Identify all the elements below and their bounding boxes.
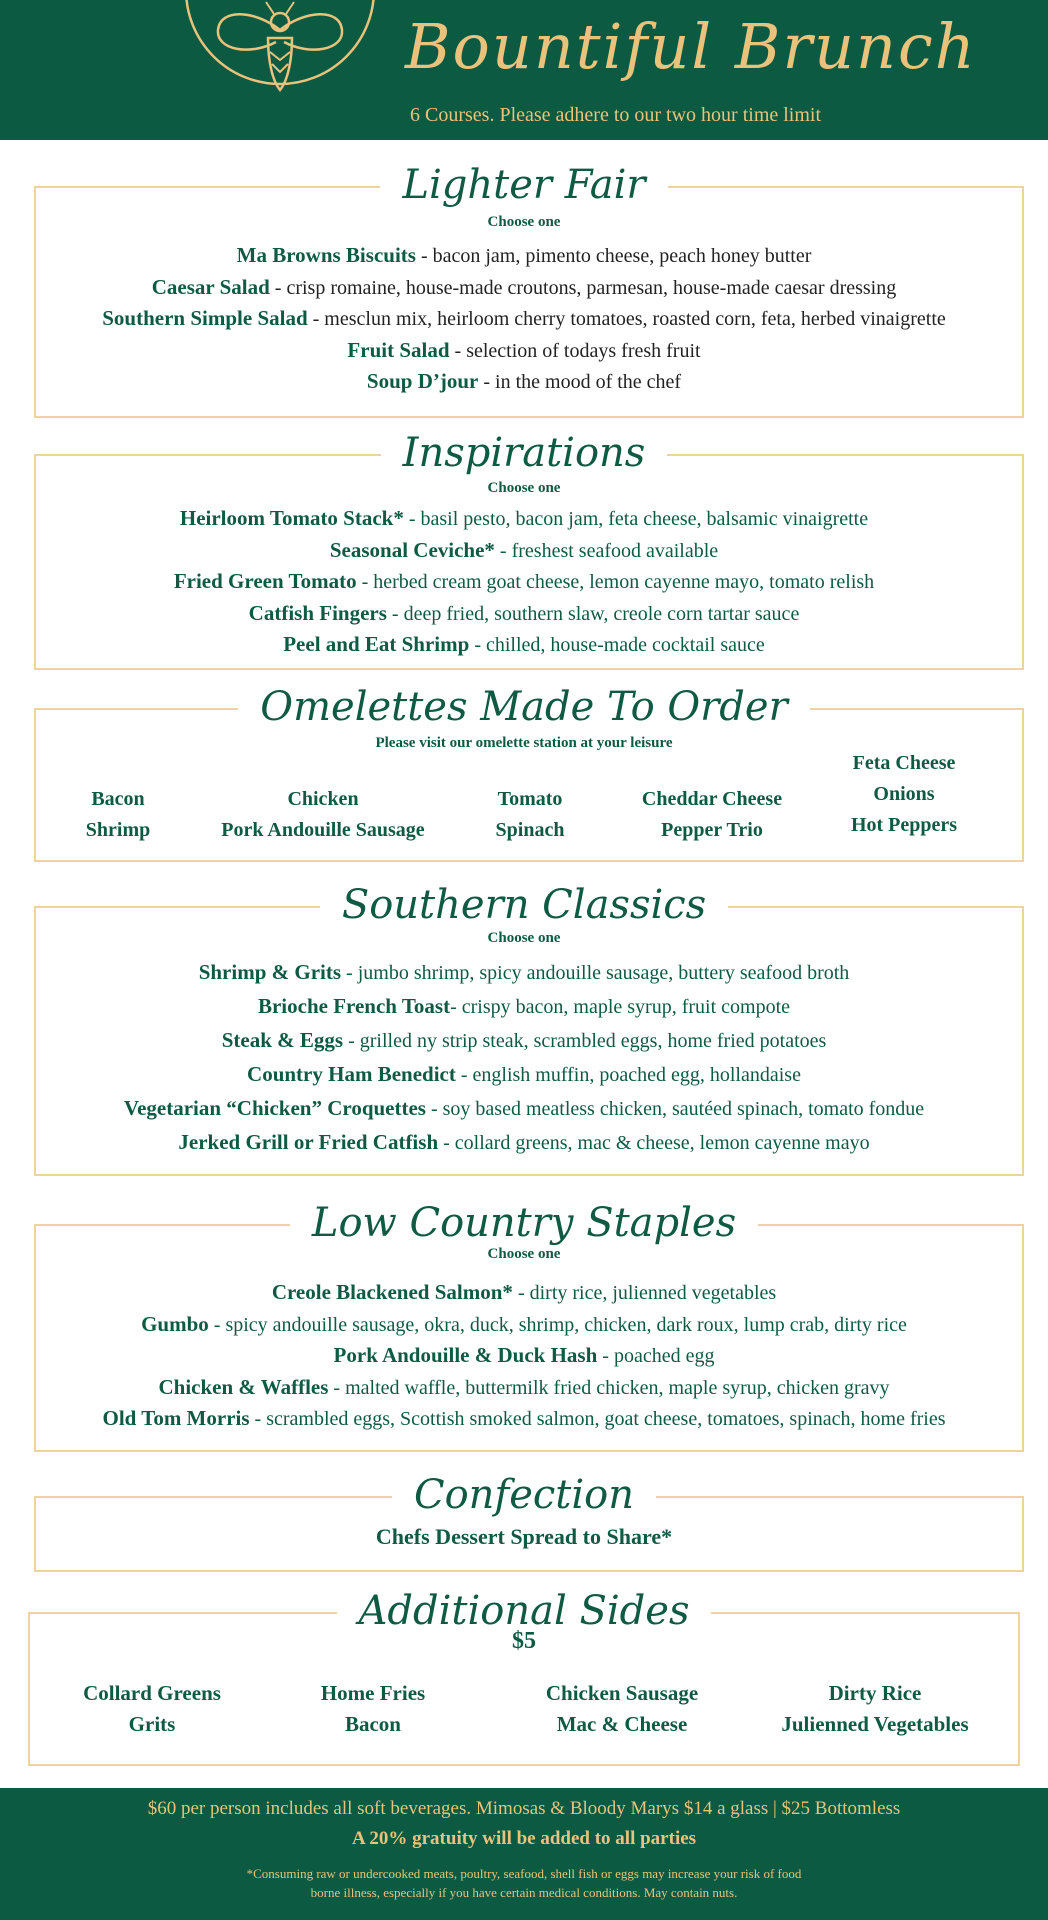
- menu-item: Shrimp & Grits - jumbo shrimp, spicy andouille sausage, buttery seafood broth: [198, 960, 850, 984]
- menu-item: Brioche French Toast- crispy bacon, maple syrup, fruit compote: [257, 994, 791, 1018]
- omelette-column: [58, 784, 178, 846]
- disclaimer: [0, 1864, 1048, 1902]
- sides-column: [52, 1678, 252, 1740]
- menu-item: Creole Blackened Salmon* - dirty rice, julienned vegetables: [271, 1280, 777, 1304]
- sides-column: [273, 1678, 473, 1740]
- inspirations-list: [0, 503, 1048, 661]
- menu-item: Steak & Eggs - grilled ny strip steak, scrambled eggs, home fried potatoes: [221, 1028, 827, 1052]
- header-banner: [0, 0, 1048, 140]
- disclaimer-line: *Consuming raw or undercooked meats, poultry, seafood, shell fish or eggs may increase your risk of food: [246, 1866, 802, 1881]
- menu-subtitle: 6 Courses. Please adhere to our two hour time limit: [410, 104, 822, 126]
- list-item: Pepper Trio: [661, 819, 763, 841]
- sides-price: $5: [512, 1628, 536, 1654]
- menu-item: Fried Green Tomato - herbed cream goat cheese, lemon cayenne mayo, tomato relish: [173, 569, 875, 593]
- menu-item: Seasonal Ceviche* - freshest seafood available: [329, 537, 719, 562]
- omelette-column: [824, 748, 984, 841]
- list-item: Dirty Rice: [828, 1681, 922, 1705]
- low-country-note: Choose one: [487, 1246, 561, 1262]
- gratuity-text: A 20% gratuity will be added to all parties: [351, 1828, 697, 1849]
- list-item: Julienned Vegetables: [781, 1712, 969, 1736]
- southern-classics-note: Choose one: [487, 930, 561, 946]
- list-item: Bacon: [344, 1712, 401, 1736]
- menu-item: Ma Browns Biscuits - bacon jam, pimento cheese, peach honey butter: [236, 243, 812, 267]
- list-item: Mac & Cheese: [556, 1712, 688, 1736]
- confection-title: Confection: [0, 1470, 1048, 1520]
- menu-item: Country Ham Benedict - english muffin, poached egg, hollandaise: [247, 1062, 801, 1086]
- omelette-column: [470, 784, 590, 846]
- menu-title: Bountiful Brunch: [405, 10, 977, 83]
- list-item: Pork Andouille Sausage: [221, 819, 425, 841]
- sides-column: [512, 1678, 732, 1740]
- pricing-text: $60 per person includes all soft beverages. Mimosas & Bloody Marys $14 a glass | $25 Bottomless: [147, 1798, 901, 1819]
- low-country-list: [0, 1277, 1048, 1435]
- lighter-fair-list: [0, 240, 1048, 398]
- southern-classics-title: Southern Classics: [0, 880, 1048, 930]
- list-item: Feta Cheese: [852, 752, 956, 774]
- menu-item: Heirloom Tomato Stack* - basil pesto, bacon jam, feta cheese, balsamic vinaigrette: [179, 506, 869, 530]
- omelettes-title: Omelettes Made To Order: [0, 682, 1048, 732]
- confection-item: Chefs Dessert Spread to Share*: [375, 1524, 673, 1549]
- list-item: Bacon: [91, 788, 145, 810]
- list-item: Grits: [128, 1712, 176, 1736]
- menu-item: Old Tom Morris - scrambled eggs, Scottish smoked salmon, goat cheese, tomatoes, spinach, home fries: [102, 1406, 946, 1430]
- sides-column: [760, 1678, 990, 1740]
- list-item: Spinach: [495, 819, 565, 841]
- menu-item: Fruit Salad - selection of todays fresh fruit: [347, 337, 701, 362]
- omelette-column: [213, 784, 433, 846]
- disclaimer-line: borne illness, especially if you have certain medical conditions. May contain nuts.: [310, 1885, 738, 1900]
- list-item: Tomato: [497, 788, 563, 810]
- list-item: Chicken Sausage: [545, 1681, 699, 1705]
- lighter-fair-note: Choose one: [487, 214, 561, 230]
- list-item: Shrimp: [85, 819, 151, 841]
- menu-item: Caesar Salad - crisp romaine, house-made croutons, parmesan, house-made caesar dressing: [151, 274, 897, 299]
- list-item: Hot Peppers: [850, 814, 958, 836]
- menu-item: Pork Andouille & Duck Hash - poached egg: [333, 1343, 715, 1367]
- menu-item: Soup D’jour - in the mood of the chef: [366, 369, 682, 393]
- southern-classics-list: [0, 955, 1048, 1159]
- list-item: Onions: [873, 783, 935, 805]
- list-item: Home Fries: [320, 1681, 426, 1705]
- list-item: Cheddar Cheese: [641, 788, 783, 810]
- menu-item: Gumbo - spicy andouille sausage, okra, duck, shrimp, chicken, dark roux, lump crab, dirty rice: [141, 1311, 907, 1336]
- omelette-column: [622, 784, 802, 846]
- menu-item: Vegetarian “Chicken” Croquettes - soy based meatless chicken, sautéed spinach, tomato fondue: [123, 1096, 925, 1120]
- lighter-fair-title: Lighter Fair: [0, 160, 1048, 210]
- footer-banner: [0, 1788, 1048, 1920]
- menu-item: Southern Simple Salad - mesclun mix, heirloom cherry tomatoes, roasted corn, feta, herbed vinaigrette: [102, 306, 946, 330]
- list-item: Chicken: [287, 788, 359, 810]
- bee-icon: [180, 0, 380, 120]
- inspirations-title: Inspirations: [0, 428, 1048, 478]
- menu-item: Catfish Fingers - deep fried, southern slaw, creole corn tartar sauce: [248, 600, 800, 625]
- list-item: Collard Greens: [83, 1681, 221, 1705]
- menu-item: Peel and Eat Shrimp - chilled, house-made cocktail sauce: [283, 632, 765, 656]
- low-country-title: Low Country Staples: [0, 1198, 1048, 1248]
- inspirations-note: Choose one: [487, 480, 561, 496]
- omelettes-note: Please visit our omelette station at your leisure: [375, 735, 673, 751]
- menu-item: Chicken & Waffles - malted waffle, buttermilk fried chicken, maple syrup, chicken gravy: [158, 1374, 890, 1399]
- menu-item: Jerked Grill or Fried Catfish - collard greens, mac & cheese, lemon cayenne mayo: [178, 1130, 870, 1154]
- sides-title: Additional Sides: [0, 1586, 1048, 1636]
